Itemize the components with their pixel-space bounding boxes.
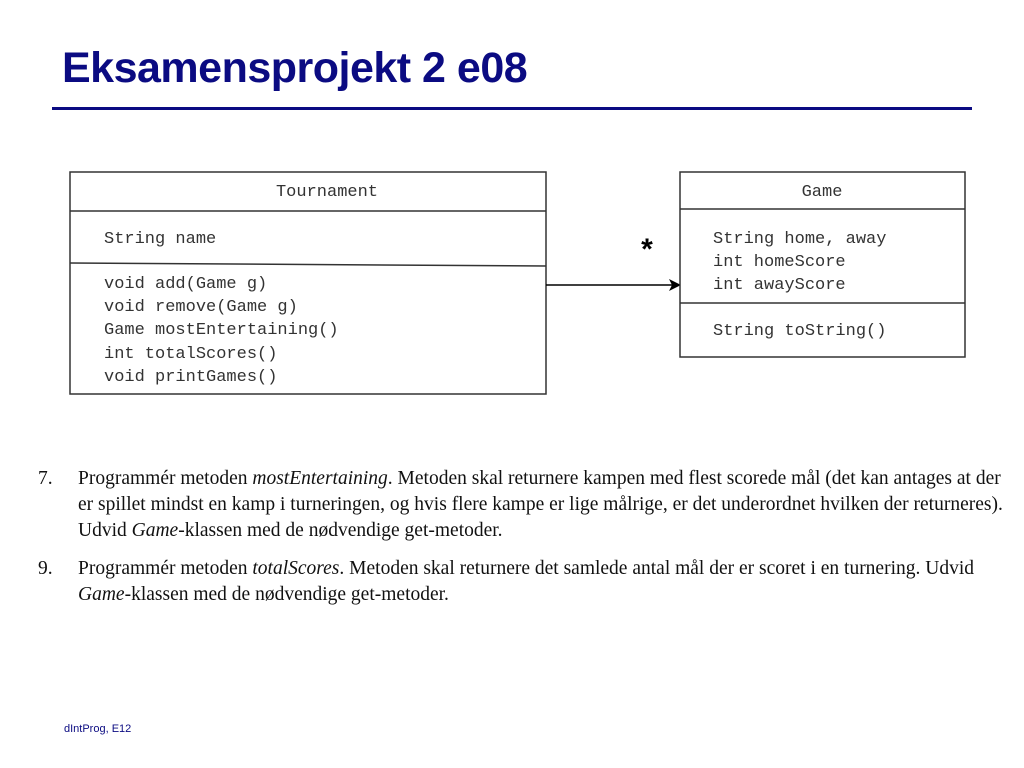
task-text: . Metoden skal returnere kampen med flest scorede mål (det kan antages at der er spillet mindst en kamp i turneringen, og hvis flere kampe er lige målrige, er det underordnet hvilken der returneres). Udvid — [78, 468, 1003, 541]
method-game: String toString() — [713, 322, 887, 341]
task-text: Programmér metoden — [78, 558, 253, 579]
class-box-tournament — [70, 172, 546, 394]
method-tournament: void printGames() — [104, 368, 278, 387]
class-name-tournament: Tournament — [275, 183, 379, 202]
multiplicity-label: * — [638, 236, 657, 270]
field-game: int awayScore — [713, 276, 846, 295]
field-game: int homeScore — [713, 253, 846, 272]
task-item — [38, 556, 1003, 608]
task-number: 9. — [38, 558, 53, 579]
task-class-name: Game — [131, 520, 179, 541]
task-list — [38, 466, 1003, 620]
task-method-name: mostEntertaining — [252, 468, 388, 489]
method-tournament: void remove(Game g) — [104, 298, 298, 317]
task-text: -klassen med de nødvendige get-metoder. — [178, 520, 503, 541]
method-tournament: int totalScores() — [104, 345, 278, 364]
task-class-name: Game — [78, 584, 125, 605]
field-tournament: String name — [104, 230, 217, 249]
task-method-name: totalScores — [252, 558, 340, 579]
class-box-game — [680, 172, 965, 357]
task-number: 7. — [38, 468, 53, 489]
class-name-game: Game — [801, 183, 843, 202]
field-game: String home, away — [713, 230, 887, 249]
task-text: -klassen med de nødvendige get-metoder. — [124, 584, 449, 605]
slide-title: Eksamensprojekt 2 e08 — [62, 44, 528, 92]
method-tournament: Game mostEntertaining() — [104, 321, 339, 340]
task-item — [38, 466, 1003, 544]
method-tournament: void add(Game g) — [104, 275, 268, 294]
task-text: . Metoden skal returnere det samlede antal mål der er scoret i en turnering. Udvid — [339, 558, 975, 579]
task-text: Programmér metoden — [78, 468, 253, 489]
slide-footer: dIntProg, E12 — [64, 723, 132, 735]
